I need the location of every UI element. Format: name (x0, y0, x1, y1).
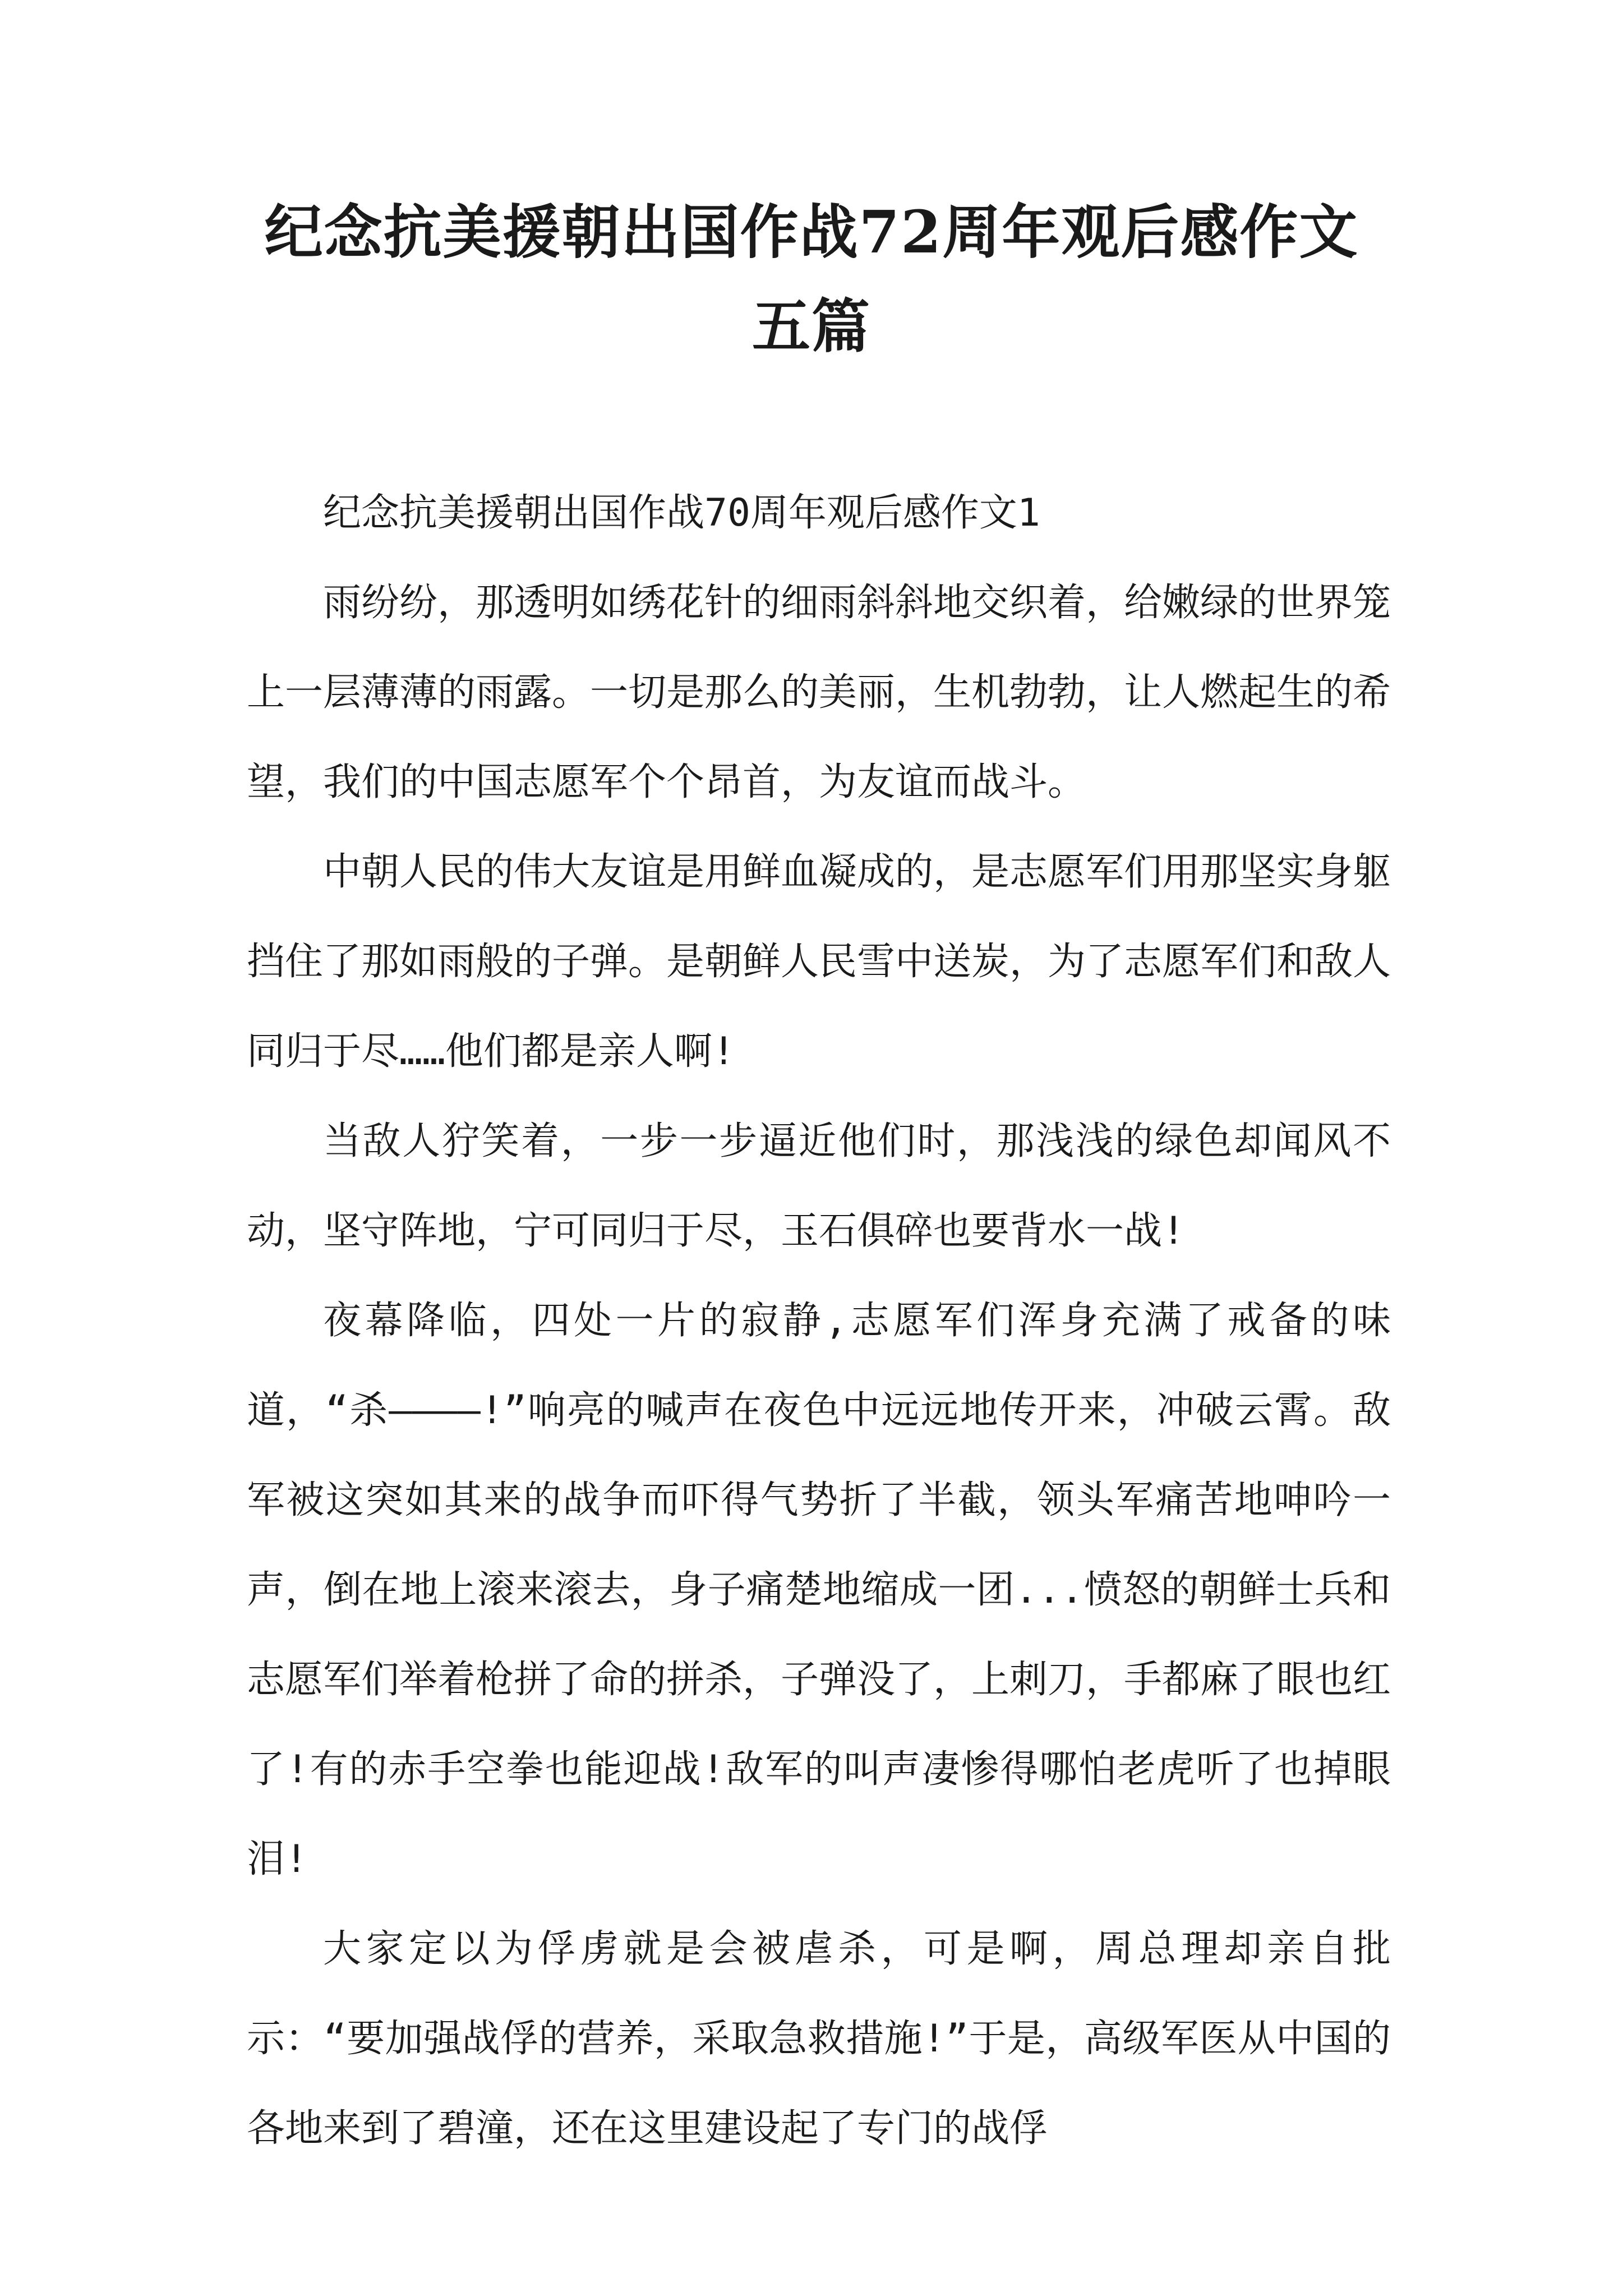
section-heading: 纪念抗美援朝出国作战70周年观后感作文1 (323, 491, 1040, 535)
document-title: 纪念抗美援朝出国作战72周年观后感作文五篇 (264, 197, 1359, 361)
document-body (247, 468, 1391, 2174)
body-paragraph: 夜幕降临，四处一片的寂静,志愿军们浑身充满了戒备的味道，“杀————!”响亮的喊声在夜色中远远地传开来，冲破云霄。敌军被这突如其来的战争而吓得气势折了半截，领头军痛苦地呻吟一声，倒在地上滚来滚去，身子痛楚地缩成一团...愤怒的朝鲜士兵和志愿军们举着枪拼了命的拼杀，子弹没了，上刺刀，手都麻了眼也红了!有的赤手空拳也能迎战!敌军的叫声凄惨得哪怕老虎听了也掉眼泪! (247, 1299, 1391, 1881)
body-paragraph: 雨纷纷，那透明如绣花针的细雨斜斜地交织着，给嫩绿的世界笼上一层薄薄的雨露。一切是那么的美丽，生机勃勃，让人燃起生的希望，我们的中国志愿军个个昂首，为友谊而战斗。 (247, 581, 1391, 804)
body-paragraph: 中朝人民的伟大友谊是用鲜血凝成的，是志愿军们用那坚实身躯挡住了那如雨般的子弹。是朝鲜人民雪中送炭，为了志愿军们和敌人同归于尽……他们都是亲人啊! (247, 850, 1391, 1074)
body-paragraph: 大家定以为俘虏就是会被虐杀，可是啊，周总理却亲自批示：“要加强战俘的营养，采取急救措施!”于是，高级军医从中国的各地来到了碧潼，还在这里建设起了专门的战俘 (247, 1927, 1391, 2151)
body-paragraph: 当敌人狞笑着，一步一步逼近他们时，那浅浅的绿色却闻风不动，坚守阵地，宁可同归于尽，玉石俱碎也要背水一战! (247, 1119, 1391, 1253)
